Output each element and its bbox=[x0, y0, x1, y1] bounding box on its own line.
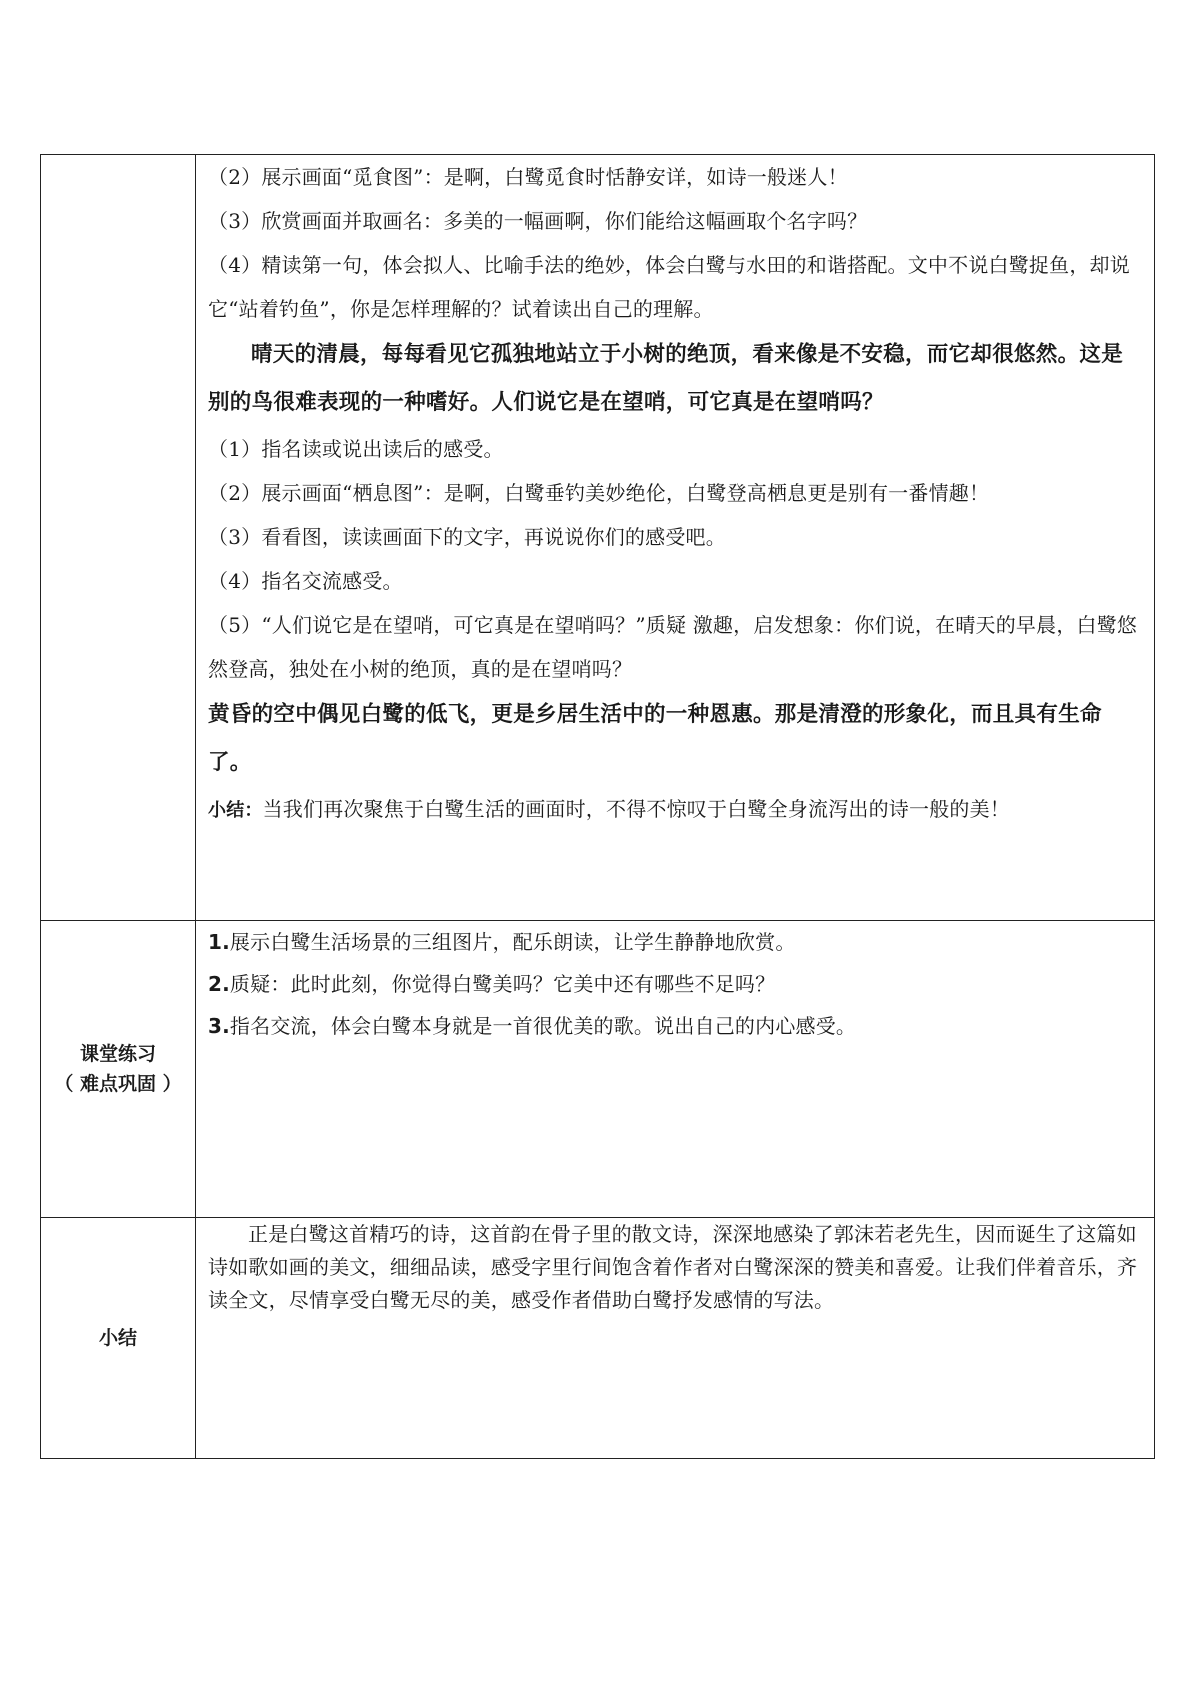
item-text: 指名交流，体会白鹭本身就是一首很优美的歌。说出自己的内心感受。 bbox=[229, 1014, 857, 1038]
step-text: （3）看看图，读读画面下的文字，再说说你们的感受吧。 bbox=[208, 525, 726, 549]
item-number: 2. bbox=[208, 972, 230, 996]
item-text: 展示白鹭生活场景的三组图片，配乐朗读，让学生静静地欣赏。 bbox=[229, 930, 796, 954]
quoted-passage: 晴天的清晨，每每看见它孤独地站立于小树的绝顶，看来像是不安稳，而它却很悠然。这是别的鸟很难表现的一种嗜好。人们说它是在望哨，可它真是在望哨吗？ bbox=[208, 342, 1124, 415]
step-text: （3）欣赏画面并取画名：多美的一幅画啊，你们能给这幅画取个名字吗？ bbox=[208, 209, 868, 233]
step-text: （4）指名交流感受。 bbox=[208, 569, 403, 593]
section-summary bbox=[208, 787, 1144, 833]
item-number: 1. bbox=[208, 930, 230, 954]
summary-row bbox=[41, 1218, 1155, 1459]
item-text: 质疑：此时此刻，你觉得白鹭美吗？它美中还有哪些不足吗？ bbox=[229, 972, 776, 996]
step-text: （5）“人们说它是在望哨，可它真是在望哨吗？”质疑 激趣，启发想象：你们说，在晴天的早晨，白鹭悠然登高，独处在小树的绝顶，真的是在望哨吗？ bbox=[208, 613, 1138, 681]
step-text: （2）展示画面“觅食图”：是啊，白鹭觅食时恬静安详，如诗一般迷人！ bbox=[208, 165, 848, 189]
step-text: （4）精读第一句，体会拟人、比喻手法的绝妙，体会白鹭与水田的和谐搭配。文中不说白鹭捉鱼，却说它“站着钓鱼”，你是怎样理解的？试着读出自己的理解。 bbox=[208, 253, 1130, 321]
classroom-exercise-label bbox=[41, 921, 196, 1218]
teaching-process-content bbox=[196, 155, 1155, 921]
item-number: 3. bbox=[208, 1014, 230, 1038]
lesson-plan-table bbox=[40, 154, 1155, 1459]
quoted-passage: 黄昏的空中偶见白鹭的低飞，更是乡居生活中的一种恩惠。那是清澄的形象化，而且具有生命了。 bbox=[208, 702, 1102, 775]
exercise-item bbox=[208, 1005, 1144, 1047]
summary-row-content bbox=[196, 1218, 1155, 1459]
summary-text: 当我们再次聚焦于白鹭生活的画面时，不得不惊叹于白鹭全身流泻出的诗一般的美！ bbox=[262, 797, 1011, 821]
summary-paragraph: 正是白鹭这首精巧的诗，这首韵在骨子里的散文诗，深深地感染了郭沫若老先生，因而诞生了这篇如诗如歌如画的美文，细细品读，感受字里行间饱含着作者对白鹭深深的赞美和喜爱。让我们伴着音乐，齐读全文，尽情享受白鹭无尽的美，感受作者借助白鹭抒发感情的写法。 bbox=[208, 1222, 1138, 1312]
exercise-item bbox=[208, 921, 1144, 963]
step-text: （2）展示画面“栖息图”：是啊，白鹭垂钓美妙绝伦，白鹭登高栖息更是别有一番情趣！ bbox=[208, 481, 990, 505]
step-text: （1）指名读或说出读后的感受。 bbox=[208, 437, 504, 461]
row-label-empty bbox=[41, 155, 196, 921]
exercise-item bbox=[208, 963, 1144, 1005]
teaching-process-row bbox=[41, 155, 1155, 921]
classroom-exercise-content bbox=[196, 921, 1155, 1218]
label-line: （ 难点巩固 ） bbox=[54, 1073, 182, 1095]
summary-row-label: 小结 bbox=[41, 1218, 196, 1459]
label-line: 课堂练习 bbox=[79, 1043, 156, 1065]
classroom-exercise-row bbox=[41, 921, 1155, 1218]
summary-label: 小结： bbox=[208, 800, 263, 821]
